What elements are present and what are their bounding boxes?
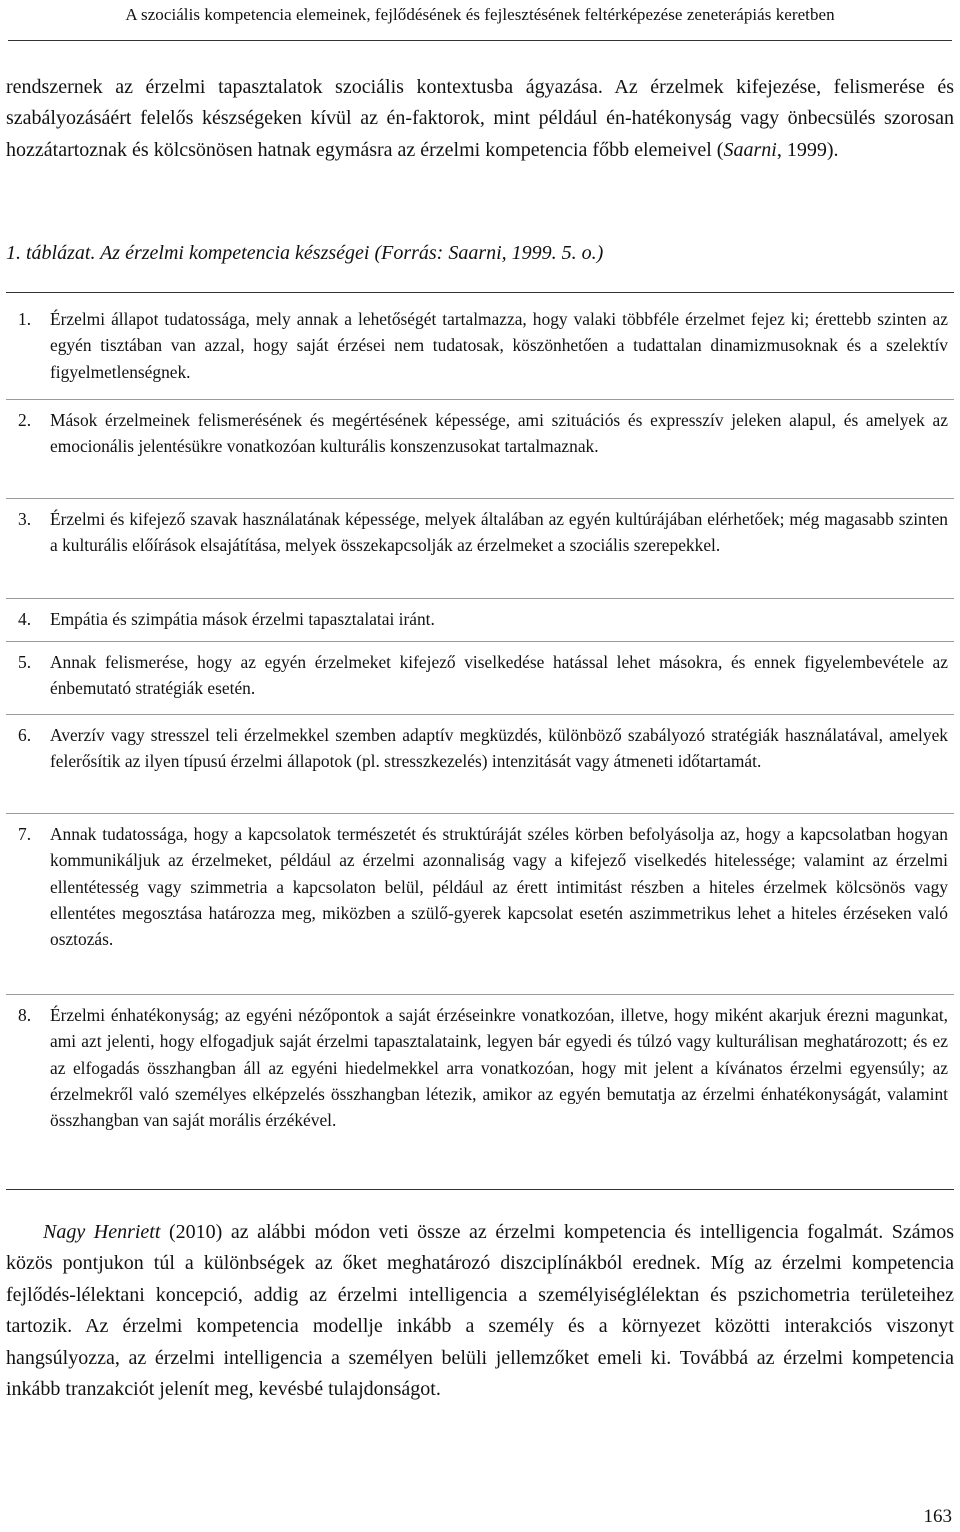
row-number: 6. <box>18 725 32 745</box>
row-number: 4. <box>18 609 32 629</box>
running-header: A szociális kompetencia elemeinek, fejlődésének és fejlesztésének feltérképezése zeneterápiás keretben <box>125 5 835 24</box>
outro-citation-author: Nagy Henriett <box>43 1221 161 1243</box>
row-divider <box>6 598 954 599</box>
row-divider <box>6 714 954 715</box>
row-text: Érzelmi énhatékonyság; az egyéni nézőpontok a saját érzéseinkre vonatkozóan, illetve, hogy miként akarjuk érezni magunkat, ami azt jelenti, hogy elfogadjuk saját érzelmi tapasztalataink, legyen bár egyedi és túlzó vagy kulturálisan meghatározott; és ez az elfogadás összhangban áll az egyéni hiedelmekkel arra vonatkozóan, hogy mit jelent a kívánatos érzelmi egyensúly; az érzelmekről való személyes elképzelés összhangban létezik, amikor az egyén bemutatja az érzelmi énhatékonyságát, valamint összhangban van saját morális érzékével. <box>50 1005 948 1131</box>
row-text: Averzív vagy stresszel teli érzelmekkel szemben adaptív megküzdés, különböző szabályozó stratégiák használatával, amelyek felerősítik az ilyen típusú érzelmi állapotok (pl. stresszkezelés) intenzitását vagy átmeneti időtartamát. <box>50 725 948 772</box>
table-row <box>6 506 954 559</box>
row-text: Annak tudatossága, hogy a kapcsolatok természetét és struktúráját széles körben befolyásolja az, hogy a kapcsolatban hogyan kommunikáljuk az érzelmeket, például az érzelmi azonnaliság vagy a kifejező viselkedés hitelessége; valamint az érzelmi ellentétesség vagy szimmetria a kapcsolaton belül, például az érett intimitást részben a hiteles érzelmek kölcsönös vagy ellentétes megosztása határozza meg, miközben a szülő-gyerek kapcsolat esetén aszimmetrikus lehet a hiteles érzéseken való osztozás. <box>50 824 948 950</box>
row-divider <box>6 813 954 814</box>
row-text: Empátia és szimpátia mások érzelmi tapasztalatai iránt. <box>50 609 435 629</box>
outro-paragraph <box>6 1217 954 1405</box>
row-number: 1. <box>18 309 32 329</box>
header-rule <box>8 40 952 41</box>
intro-text-before-citation: rendszernek az érzelmi tapasztalatok szociális kontextusba ágyazása. Az érzelmek kifejezése, felismerése és szabályozásáért felelős készségeken kívül az én-faktorok, mint például én-hatékonyság vagy önbecsülés szorosan hozzátartoznak és kölcsönösen hatnak egymásra az érzelmi kompetencia főbb elemeivel ( <box>6 76 954 161</box>
row-number: 2. <box>18 410 32 430</box>
row-divider <box>6 641 954 642</box>
intro-paragraph <box>6 72 954 166</box>
table-row <box>6 1002 954 1133</box>
outro-text: (2010) az alábbi módon veti össze az érzelmi kompetencia és intelligencia fogalmát. Számos közös pontjukon túl a különbségek az őket meghatározó diszciplínákból erednek. Míg az érzelmi kompetencia fejlődés-lélektani koncepció, addig az érzelmi intelligencia a személyiséglélektan és pszichometria területeihez tartozik. Az érzelmi kompetencia modellje inkább a személy és a környezet közötti interakciós viszonyt hangsúlyozza, az érzelmi intelligencia a személyen belüli jellemzőket emeli ki. Továbbá az érzelmi kompetencia inkább tranzakciót jelenít meg, kevésbé tulajdonságot. <box>6 1221 954 1401</box>
row-divider <box>6 399 954 400</box>
table-caption: 1. táblázat. Az érzelmi kompetencia készségei (Forrás: Saarni, 1999. 5. o.) <box>6 242 604 264</box>
table-row <box>6 821 954 952</box>
table-row <box>6 606 954 632</box>
row-text: Annak felismerése, hogy az egyén érzelmeket kifejező viselkedése hatással lehet másokra, és ennek figyelembevétele az énbemutató stratégiák esetén. <box>50 652 948 699</box>
table-row <box>6 306 954 385</box>
table-row <box>6 649 954 702</box>
intro-citation-author: Saarni <box>723 138 777 161</box>
table-row <box>6 722 954 775</box>
row-divider <box>6 498 954 499</box>
row-number: 3. <box>18 509 32 529</box>
row-divider <box>6 994 954 995</box>
intro-text-after-citation: , 1999). <box>776 138 839 161</box>
row-text: Érzelmi állapot tudatossága, mely annak a lehetőségét tartalmazza, hogy valaki többféle érzelmet fejez ki; érettebb szinten az egyén tisztában van azzal, hogy saját érzései nem tudatosak, köszönhetően a tudattalan dinamizmusoknak és a szelektív figyelmetlenségnek. <box>50 309 948 382</box>
skills-table <box>6 292 954 1190</box>
row-text: Érzelmi és kifejező szavak használatának képessége, melyek általában az egyén kultúrájában elérhetőek; még magasabb szinten a kulturális előírások elsajátítása, melyek összekapcsolják az érzelmeket a szociális szerepekkel. <box>50 509 948 556</box>
row-number: 5. <box>18 652 32 672</box>
row-number: 8. <box>18 1005 32 1025</box>
page-number: 163 <box>923 1506 952 1527</box>
row-number: 7. <box>18 824 32 844</box>
table-row <box>6 407 954 460</box>
row-text: Mások érzelmeinek felismerésének és megértésének képessége, ami szituációs és expresszív jeleken alapul, és amelyek az emocionális jelentésükre vonatkozóan kulturális konszenzusokat tartalmaznak. <box>50 410 948 457</box>
